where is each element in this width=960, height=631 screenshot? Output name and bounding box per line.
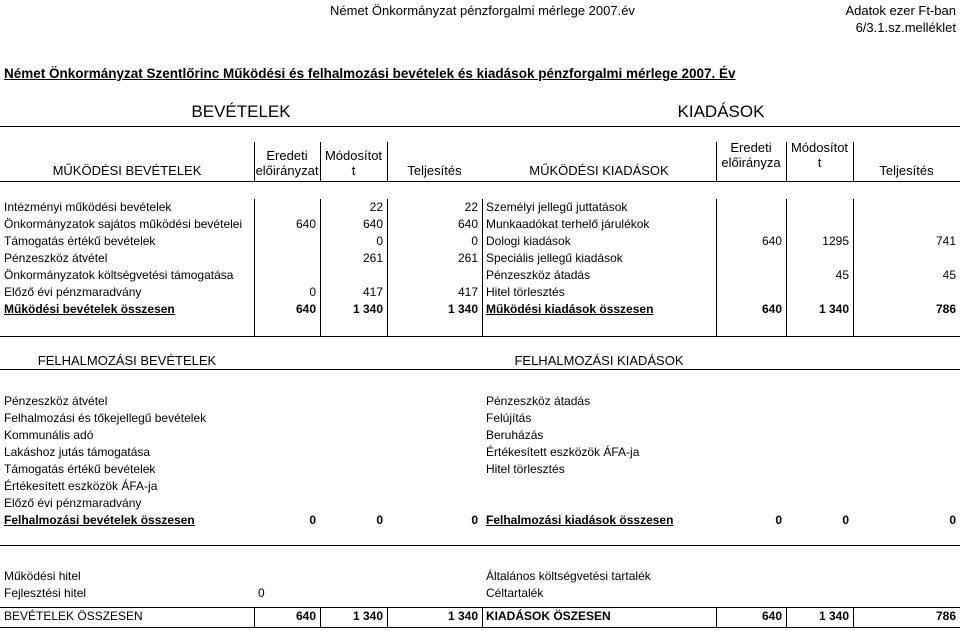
empty-cell xyxy=(853,495,960,512)
divider xyxy=(254,607,255,628)
empty-cell xyxy=(853,568,960,585)
row-label: Intézményi működési bevételek xyxy=(4,200,172,214)
total-value: 0 xyxy=(842,513,849,527)
table-row xyxy=(0,495,960,512)
row-value: 640 xyxy=(362,217,383,231)
row-value xyxy=(254,267,320,284)
row-label: Pénzeszköz átadás xyxy=(486,394,591,408)
empty-cell xyxy=(716,410,786,427)
document-title: Német Önkormányzat Szentlőrinc Működési és felhalmozási bevételek és kiadások pénzforgalmi mérlege 2007. Év xyxy=(4,66,736,81)
row-value xyxy=(254,250,320,267)
row-value: 640 xyxy=(295,217,316,231)
row-label: Lakáshoz jutás támogatása xyxy=(4,445,151,459)
empty-cell xyxy=(320,568,387,585)
col-header-teljesites: Teljesítés xyxy=(407,163,462,178)
col-header-teljesites: Teljesítés xyxy=(879,163,934,178)
row-value xyxy=(786,216,853,233)
row-value xyxy=(853,284,960,301)
row-label: Speciális jellegű kiadások xyxy=(486,251,623,265)
col-header-mukodesi-kiadasok: MŰKÖDÉSI KIADÁSOK xyxy=(529,163,669,178)
row-label: Fejlesztési hitel xyxy=(4,586,87,600)
empty-cell xyxy=(254,478,320,495)
grand-total-label: KIADÁSOK ÖSZESEN xyxy=(486,609,611,623)
grand-total-value: 640 xyxy=(295,609,316,623)
table-row xyxy=(0,216,960,233)
divider xyxy=(387,199,388,337)
empty-cell xyxy=(853,585,960,602)
page-header-annex: 6/3.1.sz.melléklet xyxy=(855,20,956,35)
total-value: 0 xyxy=(309,513,316,527)
total-value: 0 xyxy=(775,513,782,527)
empty-cell xyxy=(786,585,853,602)
divider xyxy=(482,607,483,628)
empty-cell xyxy=(387,393,482,410)
col-header-mukodesi-bevetelek: MŰKÖDÉSI BEVÉTELEK xyxy=(52,163,202,178)
felhalmozasi-bevetelek-header: FELHALMOZÁSI BEVÉTELEK xyxy=(37,353,217,368)
section-bevetelek: BEVÉTELEK xyxy=(191,102,291,121)
empty-cell xyxy=(716,478,786,495)
col-header-modositott: Módosítot t xyxy=(324,148,383,178)
total-value: 640 xyxy=(295,302,316,316)
total-label: Működési kiadások összesen xyxy=(486,302,654,316)
empty-cell xyxy=(254,444,320,461)
grand-total-value: 1 340 xyxy=(447,609,478,623)
felhalmozasi-table xyxy=(0,393,960,529)
empty-cell xyxy=(320,461,387,478)
total-label: Felhalmozási bevételek összesen xyxy=(4,513,195,527)
divider xyxy=(716,607,717,628)
row-label: Hitel törlesztés xyxy=(486,462,565,476)
row-label: Támogatás értékű bevételek xyxy=(4,462,156,476)
empty-cell xyxy=(853,444,960,461)
empty-cell xyxy=(320,427,387,444)
row-value xyxy=(786,250,853,267)
total-value: 0 xyxy=(376,513,383,527)
empty-cell xyxy=(320,495,387,512)
grand-total-row xyxy=(0,608,960,625)
empty-cell xyxy=(716,427,786,444)
divider xyxy=(320,199,321,337)
rule xyxy=(0,607,960,608)
row-label: Értékesített eszközök ÁFA-ja xyxy=(4,479,158,493)
grand-total-value: 786 xyxy=(935,609,956,623)
empty-cell xyxy=(320,585,387,602)
row-label: Felújítás xyxy=(486,411,532,425)
empty-cell xyxy=(786,444,853,461)
row-value xyxy=(716,267,786,284)
row-value xyxy=(853,250,960,267)
row-value: 0 xyxy=(309,285,316,299)
table-row xyxy=(0,250,960,267)
row-label: Pénzeszköz átvétel xyxy=(4,394,108,408)
grand-total-value: 640 xyxy=(761,609,782,623)
empty-cell xyxy=(716,393,786,410)
row-label: Kommunális adó xyxy=(4,428,94,442)
rule xyxy=(0,627,960,628)
empty-cell xyxy=(786,393,853,410)
empty-cell xyxy=(387,444,482,461)
empty-cell xyxy=(387,585,482,602)
empty-cell xyxy=(853,461,960,478)
divider xyxy=(853,199,854,337)
table-row xyxy=(0,233,960,250)
felhalmozasi-kiadasok-header: FELHALMOZÁSI KIADÁSOK xyxy=(514,353,684,368)
total-value: 1 340 xyxy=(818,302,849,316)
row-value: 741 xyxy=(935,234,956,248)
empty-cell xyxy=(716,495,786,512)
table-row xyxy=(0,199,960,216)
total-value: 1 340 xyxy=(447,302,478,316)
empty-cell xyxy=(254,427,320,444)
row-label: Működési hitel xyxy=(4,569,81,583)
divider xyxy=(254,199,255,337)
row-value: 45 xyxy=(942,268,956,282)
total-value: 1 340 xyxy=(352,302,383,316)
mukodesi-total-row xyxy=(0,301,960,318)
row-value: 1295 xyxy=(822,234,849,248)
hitel-table xyxy=(0,568,960,625)
empty-cell xyxy=(254,393,320,410)
row-value: 640 xyxy=(761,234,782,248)
empty-cell xyxy=(786,568,853,585)
total-value: 640 xyxy=(761,302,782,316)
row-label xyxy=(482,495,716,512)
col-header-eredeti: Eredeti előirányzat xyxy=(255,148,319,178)
table-row xyxy=(0,393,960,410)
rule xyxy=(0,369,960,370)
empty-cell xyxy=(716,585,786,602)
mukodesi-table xyxy=(0,199,960,318)
row-value: 0 xyxy=(258,586,265,600)
row-label: Dologi kiadások xyxy=(486,234,571,248)
row-label: Felhalmozási és tőkejellegű bevételek xyxy=(4,411,207,425)
table-row xyxy=(0,461,960,478)
table-row xyxy=(0,410,960,427)
row-label: Hitel törlesztés xyxy=(486,285,565,299)
empty-cell xyxy=(853,427,960,444)
empty-cell xyxy=(786,478,853,495)
row-label: Pénzeszköz átvétel xyxy=(4,251,108,265)
divider xyxy=(716,199,717,337)
row-value xyxy=(254,568,320,585)
rule xyxy=(0,545,960,546)
row-value: 0 xyxy=(376,234,383,248)
row-value: 22 xyxy=(369,200,383,214)
grand-total-value: 1 340 xyxy=(818,609,849,623)
empty-cell xyxy=(387,495,482,512)
col-header-eredeti: Eredeti előirányza xyxy=(721,140,781,170)
divider xyxy=(482,199,483,337)
empty-cell xyxy=(786,427,853,444)
row-value xyxy=(786,199,853,216)
empty-cell xyxy=(254,410,320,427)
row-value xyxy=(786,284,853,301)
total-value: 0 xyxy=(471,513,478,527)
row-value xyxy=(716,216,786,233)
empty-cell xyxy=(254,495,320,512)
total-value: 786 xyxy=(935,302,956,316)
page-header-title: Német Önkormányzat pénzforgalmi mérlege 2007.év xyxy=(330,3,635,18)
grand-total-value: 1 340 xyxy=(352,609,383,623)
table-row xyxy=(0,284,960,301)
row-label: Előző évi pénzmaradvány xyxy=(4,496,142,510)
row-label: Általános költségvetési tartalék xyxy=(486,569,651,583)
row-label: Támogatás értékű bevételek xyxy=(4,234,156,248)
row-value: 261 xyxy=(457,251,478,265)
row-label: Értékesített eszközök ÁFA-ja xyxy=(486,445,640,459)
row-value xyxy=(716,250,786,267)
row-label: Céltartalék xyxy=(486,586,544,600)
row-value: 640 xyxy=(457,217,478,231)
empty-cell xyxy=(387,427,482,444)
total-value: 0 xyxy=(949,513,956,527)
empty-cell xyxy=(387,568,482,585)
divider xyxy=(853,607,854,628)
row-value: 417 xyxy=(457,285,478,299)
row-label: Önkormányzatok sajátos működési bevételei xyxy=(4,217,243,231)
total-label: Felhalmozási kiadások összesen xyxy=(486,513,674,527)
empty-cell xyxy=(853,410,960,427)
empty-cell xyxy=(320,393,387,410)
empty-cell xyxy=(320,444,387,461)
empty-cell xyxy=(716,461,786,478)
row-value xyxy=(716,199,786,216)
divider xyxy=(387,607,388,628)
row-label: Beruházás xyxy=(486,428,544,442)
grand-total-label: BEVÉTELEK ÖSSZESEN xyxy=(4,609,143,623)
row-value: 0 xyxy=(471,234,478,248)
empty-cell xyxy=(387,461,482,478)
empty-cell xyxy=(853,393,960,410)
row-value xyxy=(320,267,387,284)
empty-cell xyxy=(716,568,786,585)
header-rule-bottom xyxy=(0,181,960,182)
row-label: Munkaadókat terhelő járulékok xyxy=(486,217,650,231)
divider xyxy=(786,607,787,628)
empty-cell xyxy=(387,478,482,495)
row-value xyxy=(387,267,482,284)
empty-cell xyxy=(387,410,482,427)
empty-cell xyxy=(786,410,853,427)
table-row xyxy=(0,267,960,284)
total-label: Működési bevételek összesen xyxy=(4,302,175,316)
empty-cell xyxy=(320,410,387,427)
table-row xyxy=(0,585,960,602)
empty-cell xyxy=(786,495,853,512)
divider xyxy=(786,199,787,337)
header-rule-top xyxy=(0,126,960,127)
row-value: 45 xyxy=(835,268,849,282)
table-row xyxy=(0,427,960,444)
row-label: Önkormányzatok költségvetési támogatása xyxy=(4,268,234,282)
section-kiadasok: KIADÁSOK xyxy=(677,102,765,121)
row-label: Előző évi pénzmaradvány xyxy=(4,285,142,299)
row-label: Pénzeszköz átadás xyxy=(486,268,591,282)
table-row xyxy=(0,478,960,495)
empty-cell xyxy=(786,461,853,478)
empty-cell xyxy=(320,478,387,495)
page-header-unit: Adatok ezer Ft-ban xyxy=(845,3,956,18)
row-value xyxy=(716,284,786,301)
row-value: 22 xyxy=(464,200,478,214)
empty-cell xyxy=(853,478,960,495)
table-row xyxy=(0,568,960,585)
row-value: 417 xyxy=(362,285,383,299)
row-value xyxy=(254,199,320,216)
row-value xyxy=(853,216,960,233)
col-header-modositott: Módosítot t xyxy=(790,140,849,170)
table-row xyxy=(0,444,960,461)
row-value xyxy=(254,233,320,250)
row-value xyxy=(853,199,960,216)
felhalmozasi-total-row xyxy=(0,512,960,529)
row-label xyxy=(482,478,716,495)
empty-cell xyxy=(716,444,786,461)
divider xyxy=(320,607,321,628)
row-label: Személyi jellegű juttatások xyxy=(486,200,628,214)
rule xyxy=(0,336,960,337)
empty-cell xyxy=(254,461,320,478)
row-value: 261 xyxy=(362,251,383,265)
